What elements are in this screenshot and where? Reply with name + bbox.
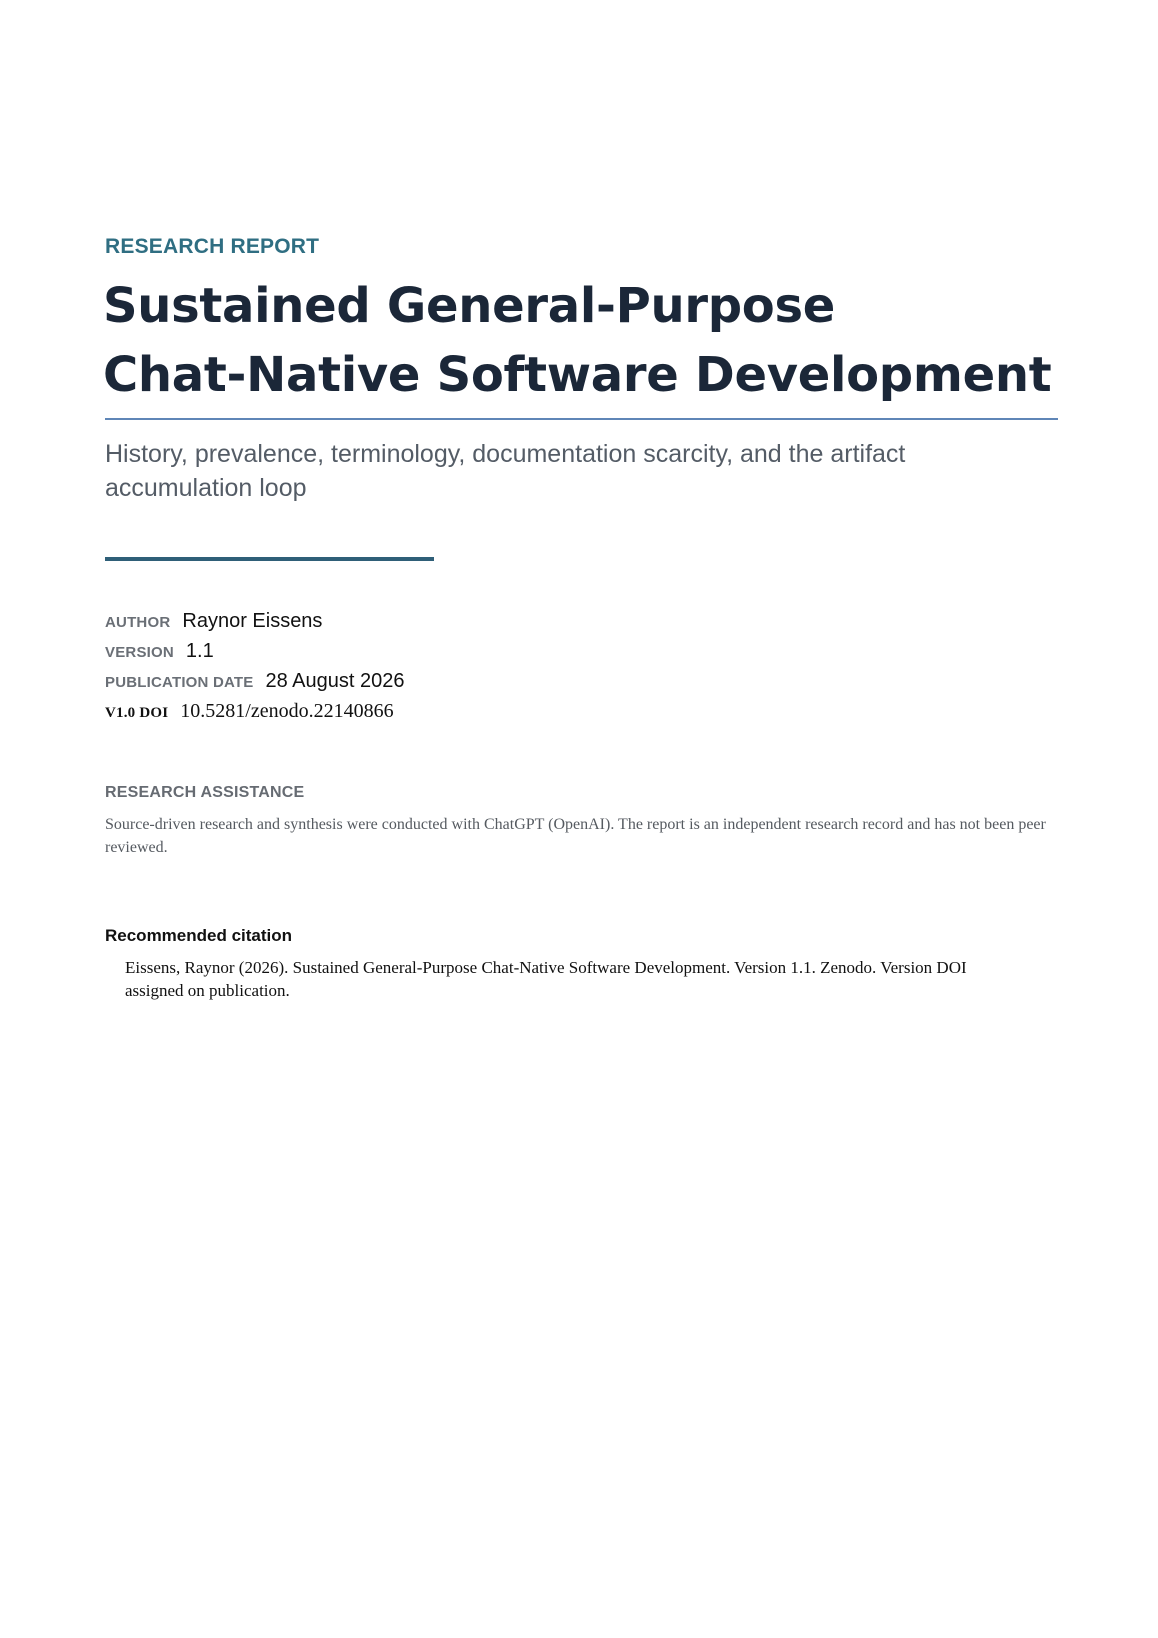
publication-date-value: 28 August 2026 [265,670,405,692]
doi-value: 10.5281/zenodo.22140866 [180,700,394,722]
report-type-label: RESEARCH REPORT [105,235,320,258]
report-title-line-2: Chat-Native Software Development [103,347,1052,403]
author-row [105,606,404,636]
citation-heading: Recommended citation [105,926,293,945]
doi-label: V1.0 DOI [105,705,169,721]
report-title-line-1: Sustained General-Purpose [103,278,836,334]
version-label: VERSION [105,644,174,661]
metadata-block [105,606,404,726]
research-assistance-text: Source-driven research and synthesis were conducted with ChatGPT (OpenAI). The report is an independent research record and has not been peer reviewed. [105,816,1046,856]
accent-divider [105,557,434,561]
version-row [105,636,404,666]
report-subtitle: History, prevalence, terminology, documentation scarcity, and the artifact accumulation loop [105,440,906,502]
author-label: AUTHOR [105,614,171,631]
title-divider [105,418,1058,420]
research-assistance-heading: RESEARCH ASSISTANCE [105,784,305,801]
report-title [103,272,1103,410]
author-value: Raynor Eissens [182,610,323,632]
doi-row [105,696,404,726]
citation-text: Eissens, Raynor (2026). Sustained General-Purpose Chat-Native Software Development. Version 1.1. Zenodo. Version DOI assigned on publication. [125,958,967,1000]
publication-date-row [105,666,404,696]
publication-date-label: PUBLICATION DATE [105,674,254,691]
version-value: 1.1 [185,640,214,662]
